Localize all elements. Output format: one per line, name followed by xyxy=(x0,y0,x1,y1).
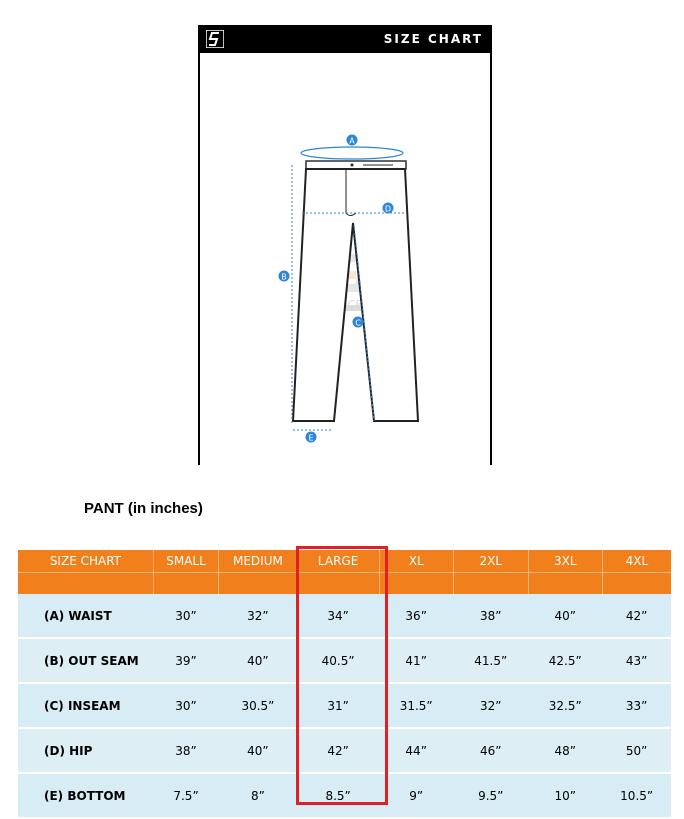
table-header-row xyxy=(18,550,671,594)
column-header: XL xyxy=(379,550,453,594)
row-label: (D) HIP xyxy=(18,728,153,773)
table-cell: 32.5” xyxy=(528,683,602,728)
table-cell: 44” xyxy=(379,728,453,773)
table-cell: 10.5” xyxy=(602,773,671,818)
row-label: (B) OUT SEAM xyxy=(18,638,153,683)
size-chart-image xyxy=(198,25,492,465)
table-cell: 8.5” xyxy=(297,773,379,818)
table-cell: 9” xyxy=(379,773,453,818)
table-row xyxy=(18,683,671,728)
size-chart-title: SIZE CHART xyxy=(383,32,483,46)
section-title: PANT (in inches) xyxy=(84,500,203,517)
table-cell: 7.5” xyxy=(153,773,218,818)
size-chart-table xyxy=(18,550,671,819)
row-label: (A) WAIST xyxy=(18,594,153,638)
table-row xyxy=(18,638,671,683)
table-cell: 46” xyxy=(453,728,528,773)
label-b: B xyxy=(281,272,287,282)
column-header: 4XL xyxy=(602,550,671,594)
label-e: E xyxy=(308,433,314,443)
table-cell: 30” xyxy=(153,594,218,638)
table-cell: 40” xyxy=(219,728,297,773)
table-cell: 32” xyxy=(219,594,297,638)
column-header: SIZE CHART xyxy=(18,550,153,594)
table-cell: 31” xyxy=(297,683,379,728)
table-cell: 34” xyxy=(297,594,379,638)
column-header: 3XL xyxy=(528,550,602,594)
table-cell: 43” xyxy=(602,638,671,683)
table-cell: 41” xyxy=(379,638,453,683)
table-cell: 40.5” xyxy=(297,638,379,683)
column-header: LARGE xyxy=(297,550,379,594)
table-cell: 30” xyxy=(153,683,218,728)
table-cell: 50” xyxy=(602,728,671,773)
size-chart-header xyxy=(198,25,492,53)
table-cell: 9.5” xyxy=(453,773,528,818)
table-cell: 33” xyxy=(602,683,671,728)
table-cell: 40” xyxy=(528,594,602,638)
table-cell: 41.5” xyxy=(453,638,528,683)
brand-logo-icon xyxy=(206,30,224,48)
column-header: SMALL xyxy=(153,550,218,594)
table-cell: 30.5” xyxy=(219,683,297,728)
row-label: (C) INSEAM xyxy=(18,683,153,728)
table-cell: 42” xyxy=(297,728,379,773)
table-cell: 38” xyxy=(153,728,218,773)
table-cell: 32” xyxy=(453,683,528,728)
label-c: C xyxy=(355,318,361,328)
table-row xyxy=(18,728,671,773)
label-a: A xyxy=(349,136,355,146)
table-cell: 42” xyxy=(602,594,671,638)
column-header: MEDIUM xyxy=(219,550,297,594)
table-cell: 39” xyxy=(153,638,218,683)
label-d: D xyxy=(384,204,392,214)
table-cell: 36” xyxy=(379,594,453,638)
column-header: 2XL xyxy=(453,550,528,594)
table-cell: 10” xyxy=(528,773,602,818)
row-label: (E) BOTTOM xyxy=(18,773,153,818)
table-row xyxy=(18,594,671,638)
table-cell: 38” xyxy=(453,594,528,638)
pant-diagram xyxy=(198,53,492,465)
table-cell: 8” xyxy=(219,773,297,818)
table-cell: 31.5” xyxy=(379,683,453,728)
table-cell: 48” xyxy=(528,728,602,773)
table-cell: 40” xyxy=(219,638,297,683)
table-cell: 42.5” xyxy=(528,638,602,683)
table-row xyxy=(18,773,671,818)
